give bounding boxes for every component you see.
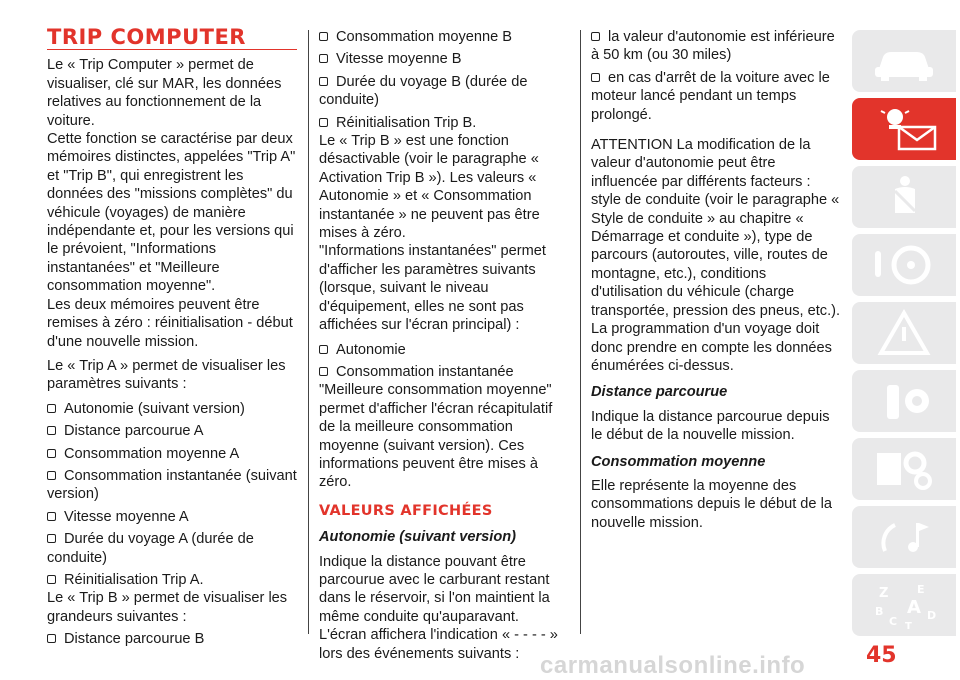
wrench-icon xyxy=(865,375,943,427)
checkbox-bullet-icon xyxy=(591,32,600,41)
subsection-heading: Consommation moyenne xyxy=(591,453,766,470)
paragraph: Les deux mémoires peuvent être remises à zéro : réinitialisation - début d'une nouvelle mission. xyxy=(47,296,293,350)
watermark: carmanualsonline.info xyxy=(540,652,806,679)
checkbox-bullet-icon xyxy=(319,32,328,41)
tab-car[interactable] xyxy=(852,30,956,92)
list-item: Distance parcourue B xyxy=(47,630,297,648)
paragraph: Indique la distance pouvant être parcourue avec le carburant restant dans le réservoir, si l'on maintient la même conduite qu'auparavant. L'écran affichera l'indication « - - - - » lors des événements suivants : xyxy=(319,553,558,662)
column-3 xyxy=(591,28,841,538)
list-item: en cas d'arrêt de la voiture avec le moteur lancé pendant un temps prolongé. xyxy=(591,69,830,123)
paragraph: Le « Trip B » est une fonction désactivable (voir le paragraphe « Activation Trip B »). Les valeurs « Autonomie » et « Consommation instantanée » ne peuvent pas être mises à zéro. xyxy=(319,133,540,242)
list-item: Durée du voyage B (durée de conduite) xyxy=(319,73,528,109)
list-item: Durée du voyage A (durée de conduite) xyxy=(47,531,254,566)
list-item: Distance parcourue A xyxy=(47,422,297,440)
paragraph: Indique la distance parcourue depuis le début de la nouvelle mission. xyxy=(591,408,830,444)
list-item: Consommation moyenne B xyxy=(319,28,569,46)
gears-icon xyxy=(865,443,943,495)
tab-safety[interactable] xyxy=(852,166,956,228)
list-item: Vitesse moyenne B xyxy=(319,50,569,68)
page-title: TRIP COMPUTER xyxy=(47,28,297,50)
checkbox-bullet-icon xyxy=(591,73,600,82)
tab-emergency[interactable] xyxy=(852,302,956,364)
list-item: Autonomie (suivant version) xyxy=(47,400,297,418)
list-item: Réinitialisation Trip A. xyxy=(47,571,297,589)
column-divider xyxy=(308,30,309,634)
warning-light-envelope-icon xyxy=(865,103,943,155)
svg-text:A: A xyxy=(907,597,921,618)
media-icon xyxy=(865,511,943,563)
svg-text:T: T xyxy=(905,621,912,631)
checkbox-bullet-icon xyxy=(319,54,328,63)
list-item: Consommation instantanée xyxy=(319,363,569,381)
road-hazard-icon xyxy=(865,307,943,359)
paragraph: Le « Trip A » permet de visualiser les paramètres suivants : xyxy=(47,357,286,393)
tab-driving[interactable] xyxy=(852,234,956,296)
seatbelt-icon xyxy=(865,171,943,223)
chapter-index-sidebar xyxy=(852,30,956,642)
checkbox-bullet-icon xyxy=(47,404,56,413)
svg-text:Z: Z xyxy=(879,586,889,601)
car-icon xyxy=(865,35,943,87)
checkbox-bullet-icon xyxy=(47,512,56,521)
paragraph: Cette fonction se caractérise par deux mémoires distinctes, appelées "Trip A" et "Trip B", qui enregistrent les données des "missions complètes" du véhicule (voyages) de manière indépendante et, pour les versions qui le prévoient, "Informations instantanées" et "Meilleure consommation moyenne". xyxy=(47,131,296,295)
tab-index[interactable] xyxy=(852,574,956,636)
list-trip-a xyxy=(47,400,297,590)
list-item: Réinitialisation Trip B. xyxy=(319,114,569,132)
checkbox-bullet-icon xyxy=(319,367,328,376)
paragraph: "Informations instantanées" permet d'afficher les paramètres suivants (lorsque, suivant le niveau d'équipement, elles ne sont pas affichées sur l'écran principal) : xyxy=(319,243,546,334)
checkbox-bullet-icon xyxy=(47,575,56,584)
steering-wheel-icon xyxy=(865,239,943,291)
paragraph: Elle représente la moyenne des consommations depuis le début de la nouvelle mission. xyxy=(591,477,832,531)
index-letters-icon xyxy=(865,579,943,631)
checkbox-bullet-icon xyxy=(47,449,56,458)
svg-text:C: C xyxy=(889,615,898,628)
checkbox-bullet-icon xyxy=(319,77,328,86)
column-1 xyxy=(47,25,297,653)
checkbox-bullet-icon xyxy=(319,118,328,127)
svg-text:D: D xyxy=(927,609,937,622)
column-2 xyxy=(319,28,569,669)
paragraph: Le « Trip Computer » permet de visualiser, clé sur MAR, les données relatives au fonctionnement de la voiture. xyxy=(47,57,282,129)
checkbox-bullet-icon xyxy=(47,534,56,543)
tab-warning-lights[interactable] xyxy=(852,98,956,160)
paragraph: Le « Trip B » permet de visualiser les grandeurs suivantes : xyxy=(47,590,288,625)
checkbox-bullet-icon xyxy=(47,471,56,480)
tab-maintenance[interactable] xyxy=(852,370,956,432)
checkbox-bullet-icon xyxy=(47,426,56,435)
list-item: Vitesse moyenne A xyxy=(47,508,297,526)
paragraph: "Meilleure consommation moyenne" permet d'afficher l'écran récapitulatif de la meilleure consommation moyenne (suivant version). Ces informations peuvent être mises à zéro. xyxy=(319,382,553,491)
subsection-heading: Autonomie (suivant version) xyxy=(319,529,517,546)
tab-technical-data[interactable] xyxy=(852,438,956,500)
list-item: Autonomie xyxy=(319,341,569,359)
page-number: 45 xyxy=(866,643,897,668)
list-item: Consommation instantanée (suivant version) xyxy=(47,467,297,503)
checkbox-bullet-icon xyxy=(319,345,328,354)
subsection-heading: Distance parcourue xyxy=(591,384,728,401)
svg-text:E: E xyxy=(917,583,925,596)
list-item: Consommation moyenne A xyxy=(47,445,297,463)
checkbox-bullet-icon xyxy=(47,634,56,643)
list-item: la valeur d'autonomie est inférieure à 50 km (ou 30 miles) xyxy=(591,29,835,64)
tab-multimedia[interactable] xyxy=(852,506,956,568)
column-divider xyxy=(580,30,581,634)
svg-text:B: B xyxy=(875,605,884,618)
section-heading: VALEURS AFFICHÉES xyxy=(319,502,493,519)
paragraph: ATTENTION La modification de la valeur d'autonomie peut être influencée par différents facteurs : style de conduite (voir le paragraphe « Style de conduite » au chapitre « Démarrage et conduite »), type de parcours (autoroutes, ville, routes de montagne, etc.), conditions d'utilisation du véhicule (charge transportée, pression des pneus, etc.). La programmation d'un voyage doit donc prendre en compte les données énumérées ci-dessus. xyxy=(591,137,841,374)
